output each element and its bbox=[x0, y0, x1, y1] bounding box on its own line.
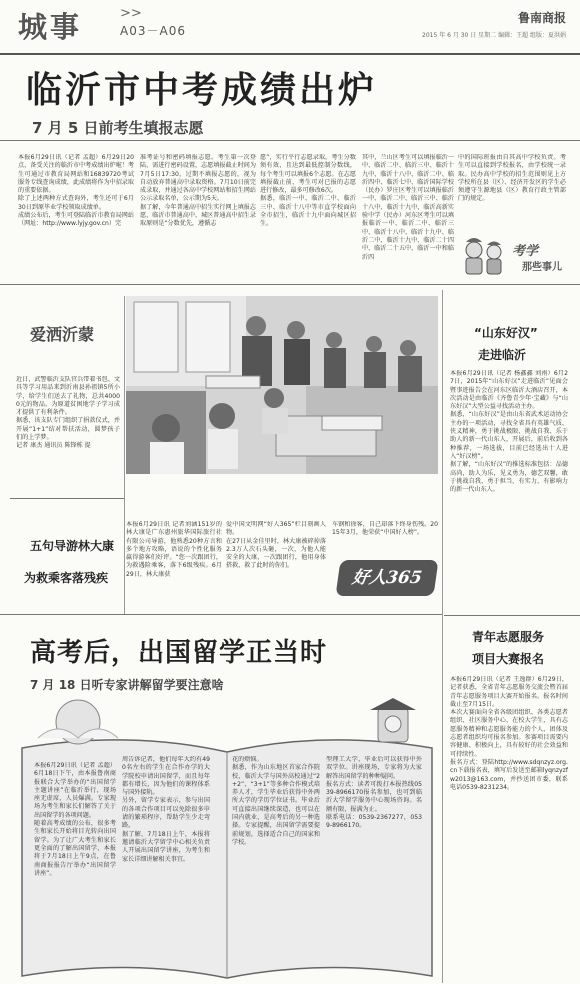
badge-label: 考学 bbox=[512, 244, 539, 259]
story1-bottom-rule bbox=[0, 284, 580, 285]
page-header bbox=[0, 0, 580, 55]
column-divider-left bbox=[124, 296, 125, 614]
section-title: 城事 bbox=[18, 10, 83, 44]
tour-guide-text-3: 车钢和徐客，自己却落下终身伤残。2015年3月，他荣获“中国好人榜”。 bbox=[332, 521, 438, 537]
tour-guide-headline-2: 为救乘客落残疾 bbox=[24, 571, 109, 585]
story1-subhead: 7 月 5 日前考生填报志愿 bbox=[32, 119, 204, 137]
story1-col3: 愿”，实行平行志愿录取。考生分数须有效，且达到最低控制分数线，每个考生可以填报6个志愿。在志愿填报截止前，考生可对已报的志愿进行修改，最多可修改6次。 据悉，临沂一中、临沂二中、临沂三中、临沂十八中等市直学校面向全市招生，临沂十九中面向城区招生。 bbox=[260, 154, 356, 228]
left-story-rule bbox=[10, 498, 124, 499]
shandong-hero-headline-2: 走进临沂 bbox=[478, 348, 527, 362]
badge-illustration bbox=[456, 234, 572, 280]
page-range: A03－A06 bbox=[120, 24, 186, 38]
left-story-text: 近日，武警临沂支队官兵带着书包、文具等学习用品来到沂南县孙祖镇5所小学，给学生们送去了礼物，总共40000元的物品。为原道贫困地学子学习成才提供了有利条件。 据悉，该支队专门组织了捐款仪式，并开展“1+1”结对帮扶活动，圆梦孩子们的上学梦。 记者 康杰 通讯员 陈锋栋 提 bbox=[16, 376, 120, 450]
story2-top-rule bbox=[0, 614, 442, 615]
shandong-hero-headline-1: “山东好汉” bbox=[474, 326, 538, 340]
header-rule bbox=[0, 53, 580, 55]
badge-sublabel: 那些事儿 bbox=[522, 262, 562, 273]
story2-headline: 高考后，出国留学正当时 bbox=[30, 638, 328, 668]
left-story-title: 爱洒沂蒙 bbox=[30, 325, 95, 344]
column-divider-right bbox=[442, 290, 443, 983]
story2-col4: 型理工大学，毕业后可以获得中外双学位。讲座现场，专家将为大家解答出国留学的种种疑问。 报名方式：读者可拨打本报热线0539-8966170报名参加，也可到临沂大学留学服务中心现场咨询。名额有限，报满为止。 联系电话：0539-2367277，0539-8966170。 bbox=[326, 756, 422, 830]
shandong-hero-text: 本报6月29日讯（记者 杨鑫鑫 刘南）6月27日，2015年“山东好汉”走进临沂”见面会暨事迹报告会在河东区临沂大酒店召开，本次活动是由临沂《齐鲁青少年·宝藏》与“山东好汉”大型公益寻找活动主办。 据悉，“山东好汉”是由山东省武术运动协会主办的一项活动，寻找全省具有英雄气质、侠义精神，勇于挑战极限、挑战自我、乐于助人的新一代山东人，开展后，前后收到各种推荐，一场选拔，目前已经选出十人进入“好汉榜”。 据了解，“山东好汉”的推选标准包括：品德高尚，助人为乐，见义勇为，德艺双馨，敢于挑战自我，勇于担当，有实力、有影响力的新一代山东人。 bbox=[450, 370, 568, 494]
news-photo bbox=[126, 296, 438, 474]
story2-col2: 周告诉记者，他们每年大约有490名左右的学生在合作办学的大学院校申请出国留学，而且每年都有增长，因为他们的课程体系与国外接轨。 另外，留学专家表示，参与出国的各项合作项目可以免除很多申请的繁琐程序，帮助学生少走弯路。 据了解，7月18日上午，本报将邀请临沂大学留学中心相关负责人开展出国留学讲座，为考生和家长详细讲解相关事宜。 bbox=[122, 756, 210, 863]
volunteer-headline-1: 青年志愿服务 bbox=[472, 630, 545, 644]
story1-col4: 其中，兰山区考生可以填报临沂一中、临沂二中、临沂三中、临沂十九中、临沂十八中、临沂二中、临沂四中、临沂七中、临沂国际学校（民办）罗庄区考生可以填报临沂一中、临沂二中、临沂三中、临沂十八中、临沂十九中、临沂高新实验中学（民办）河东区考生可以填报临沂一中、临沂二中、临沂三中、临沂十八中、临沂十九中、临沂二中、临沂十九中、临沂二十四中、临沂二十五中、临沂一中和临沂四 bbox=[362, 154, 454, 261]
tour-guide-text-1: 本报6月29日讯 记者刘涵151岁的林大康是广东惠州旅华国际旅行社有限公司导游，他熟悉20种方言和多个地方攻略，语说的个性化服务赢得游客们好评。“您一次跟团行，为救遇险乘客，落下6级残疾。6月29日，林大康获 bbox=[126, 521, 222, 578]
dateline: 2015 年 6 月 30 日 星期二 编辑：王超 组版：夏洪娟 bbox=[422, 32, 566, 39]
section-chevrons: >> bbox=[120, 6, 142, 21]
story1-headline: 临沂市中考成绩出炉 bbox=[26, 70, 378, 111]
good-person-365-logo: 好人365 bbox=[335, 560, 438, 596]
story2-col1: 本报6月29日讯（记者 孟超）6月18日下午，由本报鲁南商报联合大学举办的“出国留学主题讲座”在临沂举行，现场座无虚席，人员爆满。专家现场为考生和家长们解答了关于出国留学的各项问题。 随着高考成绩的公布，很多考生和家长开始将目光转向出国留学。为了让广大考生和家长更全面的了解出国留学，本报将于7月18日上午9点，在鲁南商报报告厅举办“出国留学讲座”。 bbox=[34, 762, 116, 877]
volunteer-headline-2: 项目大赛报名 bbox=[472, 652, 545, 666]
story1-rule bbox=[0, 140, 580, 141]
volunteer-text: 本报6月29日讯（记者 王逸群）6月29日，记者获悉，全省青年志愿服务交流会暨首届青年志愿服务项目大赛开始报名。报名时间截止至7月15日。 本次大赛面向全省各级团组织、各类志愿者组织、社区服务中心、在校大学生，具有志愿服务精神和志愿服务能力的个人、团体及志愿者组织均可报名参加。参赛项目需要内容健康、积极向上，具有较好的社会效益和可持续性。 报名方式：登陆http://www.sdqnzyz.org.cn下载报名表，填写后发送至邮箱lyqnzyzfw2013@163.com，并抄送团市委，联系电话0539-8231234。 bbox=[450, 676, 568, 791]
story1-col5: 中的国际班报由自其高中学校负责。考生可以直接到学校报名，由学校统一录取。民办高中学校的招生范围则见上方学校所在县（区）、经济开发区的学生必须遵守生源地县（区）教育行政主管部门的规定。 bbox=[458, 154, 566, 203]
right-column-rule bbox=[444, 615, 580, 616]
tour-guide-headline-1: 五句导游林大康 bbox=[30, 539, 115, 553]
story1-col1: 本报6月29日讯（记者 孟超）6月29日20点，备受关注的临沂市中考成绩出炉啦！考生可通过市教育局网站和16839720考试服务专线查询成绩，此成绩将作为中招录取的重要依据。 除了上述两种方式查询外，考生还可于6月30日到原毕业学校领取成绩单。 成绩公布后，考生可登陆临沂市教育局网站（网址：http://www.lyjy.gov.cn）完 bbox=[18, 154, 134, 228]
tour-guide-text-2: 爱中国文明网“好人365”栏目刻画人物。 在27日从金佳里时，林大康被碎掉落2.3万人次石头砸，一次，为他人能安全的大康，一次跟团行，他用身体搭救，救了此时的你们。 bbox=[226, 521, 326, 570]
story2-subhead: 7 月 18 日听专家讲解留学要注意啥 bbox=[30, 678, 224, 692]
brand-logo: 鲁南商报 bbox=[517, 11, 566, 25]
story2-col3: 花的烦恼。 据悉，作为山东地区首家合作院校，临沂大学与国外高校通过“2+2”、“3+1”等多种合作模式培养人才，学生毕业后获得中外两所大学的学历学位证书。毕业后可直接出国继续深造，也可以在国内就业，是高考后的另一种选择。专家提醒，出国留学需要提前规划，选择适合自己的国家和学校。 bbox=[232, 756, 320, 846]
story1-col2: 准考证号和密码填报志愿。考生第一次登陆，需进行密码设置，志愿填报截止时间为7月5日17:30，过期不填报志愿的，视为自动放弃普通高中录取资格。7月10日前完成录取，并通过各高中学校网站和招生网站公示录取名单，公示期为5天。 据了解，今年普通高中招生实行网上填报志愿，临沂市普通高中、城区普通高中招生录取原则是“分数优先，遵循志 bbox=[140, 154, 256, 228]
